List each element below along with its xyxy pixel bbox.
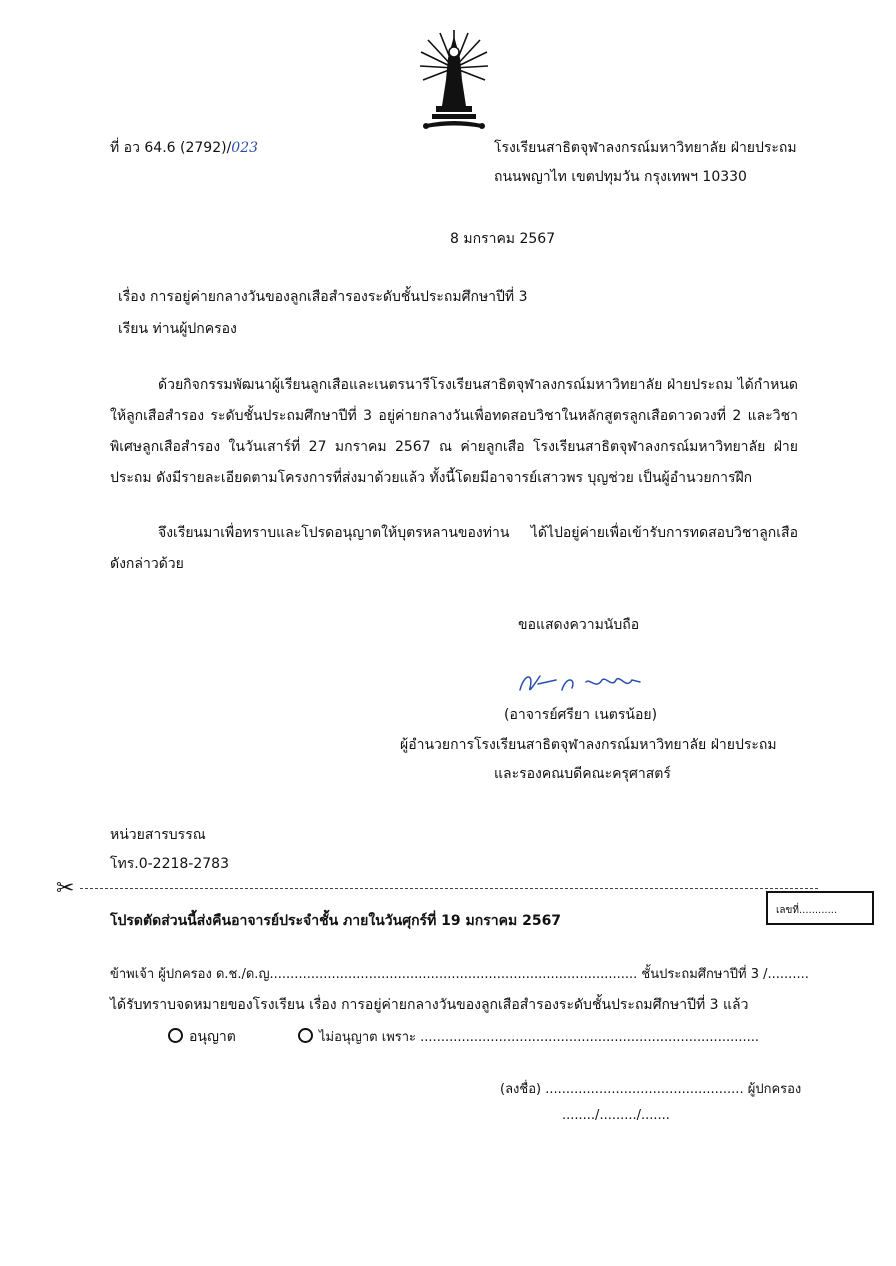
school-crest-logo: [418, 28, 490, 134]
unit-phone: โทร.0-2218-2783: [110, 856, 229, 872]
scissors-icon: ✂: [56, 876, 75, 901]
body-paragraph-1-text: ด้วยกิจกรรมพัฒนาผู้เรียนลูกเสือและเนตรนารีโรงเรียนสาธิตจุฬาลงกรณ์มหาวิทยาลัย ฝ่ายประถม ได้กำหนดให้ลูกเสือสำรอง ระดับชั้นประถมศึกษาปีที่ 3 อยู่ค่ายกลางวันเพื่อทดสอบวิชาในหลักสูตรลูกเสือดาวดวงที่ 2 และวิชาพิเศษลูกเสือสำรอง ในวันเสาร์ที่ 27 มกราคม 2567 ณ ค่ายลูกเสือ โรงเรียนสาธิตจุฬาลงกรณ์มหาวิทยาลัย ฝ่ายประถม ดังมีรายละเอียดตามโครงการที่ส่งมาด้วยแล้ว ทั้งนี้โดยมีอาจารย์เสาวพร บุญช่วย เป็นผู้อำนวยการฝึก: [110, 377, 798, 486]
reference-number-handwritten: 023: [231, 140, 259, 156]
reference-number-text: ที่ อว 64.6 (2792)/: [110, 140, 232, 156]
signer-title-line2: และรองคณบดีคณะครุศาสตร์: [494, 766, 671, 782]
letter-subject: เรื่อง การอยู่ค่ายกลางวันของลูกเสือสำรองระดับชั้นประถมศึกษาปีที่ 3: [118, 289, 528, 305]
letter-date: 8 มกราคม 2567: [450, 231, 556, 247]
option-deny-label: ไม่อนุญาต เพราะ ..................................................................................: [319, 1030, 760, 1045]
option-deny[interactable]: [298, 1026, 759, 1047]
parent-signature-line[interactable]: (ลงชื่อ) ................................................ ผู้ปกครอง: [500, 1082, 802, 1097]
unit-name: หน่วยสารบรรณ: [110, 827, 206, 843]
student-number-box[interactable]: [766, 891, 874, 925]
body-paragraph-1: [110, 370, 798, 494]
student-number-label: เลขที่............: [776, 905, 838, 916]
allow-radio-icon[interactable]: [168, 1028, 183, 1043]
cut-line-divider: [80, 888, 818, 889]
signer-name: (อาจารย์ศรียา เนตรน้อย): [504, 707, 658, 723]
slip-student-line[interactable]: ข้าพเจ้า ผู้ปกครอง ด.ช./ด.ญ......................................................................................... ชั้นประถมศึกษาปีที่ 3 /..........: [110, 967, 809, 982]
slip-date-line[interactable]: ......../........./.......: [562, 1108, 670, 1123]
closing-text: ขอแสดงความนับถือ: [518, 617, 640, 633]
handwritten-signature: [516, 668, 646, 698]
school-address: ถนนพญาไท เขตปทุมวัน กรุงเทพฯ 10330: [494, 169, 747, 185]
option-allow-label: อนุญาต: [189, 1029, 236, 1045]
body-paragraph-2-text: จึงเรียนมาเพื่อทราบและโปรดอนุญาตให้บุตรหลานของท่าน ได้ไปอยู่ค่ายเพื่อเข้ารับการทดสอบวิชาลูกเสือ ดังกล่าวด้วย: [110, 525, 798, 572]
slip-instruction: โปรดตัดส่วนนี้ส่งคืนอาจารย์ประจำชั้น ภายในวันศุกร์ที่ 19 มกราคม 2567: [110, 913, 562, 929]
letter-addressee: เรียน ท่านผู้ปกครอง: [118, 321, 237, 337]
deny-radio-icon[interactable]: [298, 1028, 313, 1043]
slip-acknowledge-line: ได้รับทราบจดหมายของโรงเรียน เรื่อง การอยู่ค่ายกลางวันของลูกเสือสำรองระดับชั้นประถมศึกษาปีที่ 3 แล้ว: [110, 997, 749, 1013]
school-name: โรงเรียนสาธิตจุฬาลงกรณ์มหาวิทยาลัย ฝ่ายประถม: [494, 140, 797, 156]
option-allow[interactable]: [168, 1026, 236, 1048]
reference-number: [110, 137, 258, 159]
signer-title-line1: ผู้อำนวยการโรงเรียนสาธิตจุฬาลงกรณ์มหาวิทยาลัย ฝ่ายประถม: [400, 737, 777, 753]
body-paragraph-2: [110, 518, 798, 580]
